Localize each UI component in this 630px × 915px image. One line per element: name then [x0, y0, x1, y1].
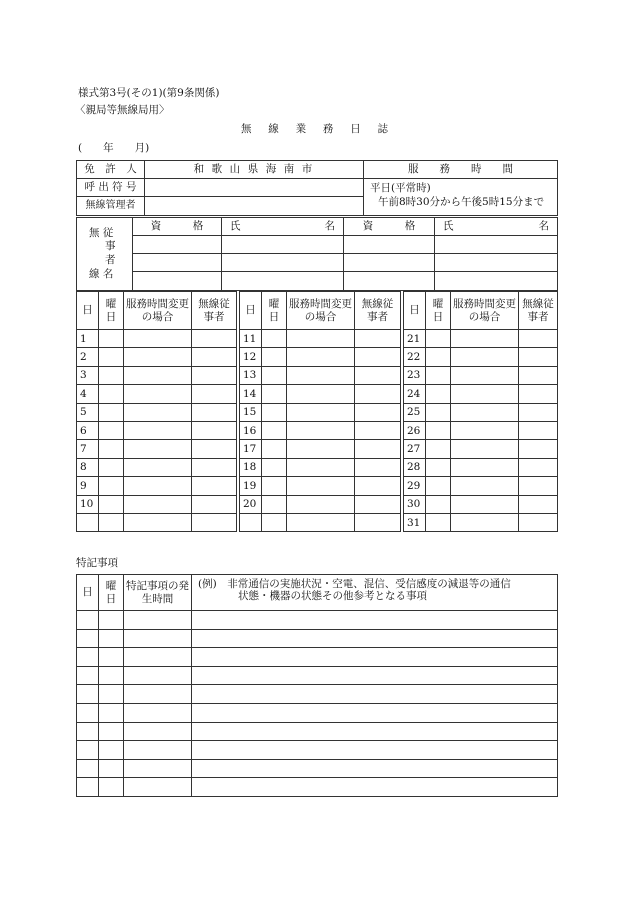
- weekday-cell[interactable]: [262, 513, 287, 531]
- daily-row: [77, 330, 558, 348]
- col-staff: 無線従事者: [192, 292, 237, 330]
- weekday-cell[interactable]: [426, 440, 451, 458]
- change-cell[interactable]: [451, 366, 519, 384]
- service-hours-value: 午前8時30分から午後5時15分まで: [378, 196, 545, 209]
- staff-cell[interactable]: [192, 495, 237, 513]
- notes-row: [77, 722, 558, 741]
- daily-row: [77, 421, 558, 439]
- day-number: 27: [404, 440, 426, 458]
- staff-cell[interactable]: [344, 236, 435, 254]
- day-number: 14: [240, 385, 262, 403]
- manager-label: 無線管理者: [77, 197, 145, 216]
- notes-col-desc: (例) 非常通信の実施状況・空電、混信、受信感度の減退等の通信 状態・機器の状態その他参考となる事項: [192, 575, 558, 611]
- notes-weekday-cell[interactable]: [99, 741, 124, 760]
- change-cell[interactable]: [451, 403, 519, 421]
- change-cell[interactable]: [124, 458, 192, 476]
- day-number: 5: [77, 403, 99, 421]
- notes-day-cell[interactable]: [77, 611, 99, 630]
- change-cell[interactable]: [451, 440, 519, 458]
- weekday-cell[interactable]: [99, 385, 124, 403]
- staff-cell[interactable]: [355, 348, 401, 366]
- staff-cell[interactable]: [344, 254, 435, 272]
- staff-cell[interactable]: [355, 421, 401, 439]
- form-usage: 〈親局等無線局用〉: [75, 104, 170, 116]
- day-number: 28: [404, 458, 426, 476]
- day-number: 12: [240, 348, 262, 366]
- day-number: 21: [404, 330, 426, 348]
- notes-row: [77, 685, 558, 704]
- weekday-cell[interactable]: [99, 477, 124, 495]
- staff-cell[interactable]: [355, 477, 401, 495]
- daily-row: [77, 495, 558, 513]
- info-table: [76, 160, 558, 216]
- licensee-label: 免 許 人: [77, 161, 145, 179]
- notes-time-cell[interactable]: [124, 741, 192, 760]
- notes-row: [77, 778, 558, 797]
- change-cell[interactable]: [287, 403, 355, 421]
- service-hours-label: 服 務 時 間: [364, 161, 558, 179]
- notes-time-cell[interactable]: [124, 778, 192, 797]
- notes-day-cell[interactable]: [77, 722, 99, 741]
- callsign-field[interactable]: [145, 179, 364, 197]
- change-cell[interactable]: [124, 403, 192, 421]
- notes-col-weekday: 曜日: [99, 575, 124, 611]
- col-staff: 無線従事者: [519, 292, 558, 330]
- change-cell[interactable]: [124, 440, 192, 458]
- licensee-value: 和 歌 山 県 海 南 市: [145, 161, 364, 179]
- notes-weekday-cell[interactable]: [99, 778, 124, 797]
- change-cell[interactable]: [451, 513, 519, 531]
- notes-desc-cell[interactable]: [192, 703, 558, 722]
- weekday-cell[interactable]: [426, 366, 451, 384]
- staff-cell[interactable]: [355, 495, 401, 513]
- change-cell[interactable]: [287, 348, 355, 366]
- notes-time-cell[interactable]: [124, 722, 192, 741]
- notes-desc-cell[interactable]: [192, 722, 558, 741]
- staff-cell[interactable]: [355, 513, 401, 531]
- daily-row: [77, 348, 558, 366]
- daily-row: [77, 440, 558, 458]
- notes-desc-cell[interactable]: [192, 685, 558, 704]
- staff-cell[interactable]: [355, 330, 401, 348]
- day-number: 15: [240, 403, 262, 421]
- day-number: 26: [404, 421, 426, 439]
- notes-day-cell[interactable]: [77, 685, 99, 704]
- day-number: 17: [240, 440, 262, 458]
- col-day: 日: [404, 292, 426, 330]
- notes-desc-cell[interactable]: [192, 759, 558, 778]
- notes-table: [76, 574, 558, 797]
- change-cell[interactable]: [287, 366, 355, 384]
- daily-row: [77, 513, 558, 531]
- staff-cell[interactable]: [355, 366, 401, 384]
- service-hours-cell: [364, 179, 558, 216]
- weekday-cell[interactable]: [99, 403, 124, 421]
- staff-cell[interactable]: [355, 440, 401, 458]
- staff-cell[interactable]: [192, 348, 237, 366]
- staff-cell[interactable]: [519, 403, 558, 421]
- weekday-cell[interactable]: [426, 477, 451, 495]
- staff-cell[interactable]: [519, 477, 558, 495]
- weekday-cell[interactable]: [426, 458, 451, 476]
- notes-time-cell[interactable]: [124, 629, 192, 648]
- notes-day-cell[interactable]: [77, 759, 99, 778]
- weekday-cell[interactable]: [426, 330, 451, 348]
- day-number: 6: [77, 421, 99, 439]
- weekday-cell[interactable]: [262, 330, 287, 348]
- notes-time-cell[interactable]: [124, 666, 192, 685]
- weekday-cell[interactable]: [426, 495, 451, 513]
- staff-cell[interactable]: [222, 254, 344, 272]
- manager-field[interactable]: [145, 197, 364, 216]
- change-cell[interactable]: [124, 513, 192, 531]
- notes-time-cell[interactable]: [124, 685, 192, 704]
- change-cell[interactable]: [124, 495, 192, 513]
- day-number: 29: [404, 477, 426, 495]
- daily-row: [77, 458, 558, 476]
- change-cell[interactable]: [124, 348, 192, 366]
- notes-day-cell[interactable]: [77, 778, 99, 797]
- notes-title: 特記事項: [76, 557, 118, 569]
- staff-cell[interactable]: [192, 440, 237, 458]
- weekday-cell[interactable]: [99, 513, 124, 531]
- change-cell[interactable]: [451, 330, 519, 348]
- change-cell[interactable]: [287, 421, 355, 439]
- notes-day-cell[interactable]: [77, 703, 99, 722]
- weekday-cell[interactable]: [262, 440, 287, 458]
- page-title: 無 線 業 務 日 誌: [241, 123, 392, 135]
- notes-desc-cell[interactable]: [192, 666, 558, 685]
- notes-time-cell[interactable]: [124, 703, 192, 722]
- day-number: 20: [240, 495, 262, 513]
- change-cell[interactable]: [287, 385, 355, 403]
- staff-label: 無 従 事 者 線 名: [77, 218, 133, 291]
- notes-row: [77, 703, 558, 722]
- weekday-cell[interactable]: [262, 421, 287, 439]
- weekday-cell[interactable]: [262, 403, 287, 421]
- daily-row: [77, 385, 558, 403]
- notes-day-cell[interactable]: [77, 648, 99, 667]
- notes-desc-cell[interactable]: [192, 629, 558, 648]
- staff-cell[interactable]: [133, 272, 222, 291]
- notes-time-cell[interactable]: [124, 648, 192, 667]
- notes-weekday-cell[interactable]: [99, 722, 124, 741]
- daily-log-table: [76, 291, 558, 532]
- staff-cell[interactable]: [519, 385, 558, 403]
- weekday-cell[interactable]: [99, 330, 124, 348]
- day-number: 9: [77, 477, 99, 495]
- col-change: 服務時間変更の場合: [287, 292, 355, 330]
- staff-cell[interactable]: [192, 477, 237, 495]
- staff-cell[interactable]: [222, 272, 344, 291]
- staff-cell[interactable]: [192, 513, 237, 531]
- staff-cell[interactable]: [519, 458, 558, 476]
- staff-cell[interactable]: [344, 272, 435, 291]
- notes-row: [77, 741, 558, 760]
- weekday-cell[interactable]: [262, 348, 287, 366]
- day-number: 24: [404, 385, 426, 403]
- change-cell[interactable]: [451, 348, 519, 366]
- staff-cell[interactable]: [435, 236, 558, 254]
- change-cell[interactable]: [287, 458, 355, 476]
- weekday-cell[interactable]: [426, 421, 451, 439]
- weekday-cell[interactable]: [99, 495, 124, 513]
- col-weekday: 曜日: [426, 292, 451, 330]
- notes-weekday-cell[interactable]: [99, 666, 124, 685]
- change-cell[interactable]: [287, 495, 355, 513]
- col-day: 日: [77, 292, 99, 330]
- notes-day-cell[interactable]: [77, 741, 99, 760]
- staff-cell[interactable]: [519, 348, 558, 366]
- staff-cell[interactable]: [519, 421, 558, 439]
- notes-row: [77, 648, 558, 667]
- service-hours-type: 平日(平常時): [370, 182, 431, 194]
- day-number: 19: [240, 477, 262, 495]
- col-change: 服務時間変更の場合: [451, 292, 519, 330]
- staff-cell[interactable]: [519, 513, 558, 531]
- weekday-cell[interactable]: [262, 458, 287, 476]
- notes-weekday-cell[interactable]: [99, 685, 124, 704]
- staff-cell[interactable]: [192, 421, 237, 439]
- weekday-cell[interactable]: [99, 458, 124, 476]
- notes-weekday-cell[interactable]: [99, 648, 124, 667]
- qualification-header-1: 資 格: [133, 218, 222, 236]
- day-number: 3: [77, 366, 99, 384]
- change-cell[interactable]: [287, 330, 355, 348]
- staff-cell[interactable]: [435, 254, 558, 272]
- staff-cell[interactable]: [519, 330, 558, 348]
- weekday-cell[interactable]: [262, 366, 287, 384]
- day-number: 8: [77, 458, 99, 476]
- day-number: 22: [404, 348, 426, 366]
- day-number: 23: [404, 366, 426, 384]
- staff-cell[interactable]: [192, 330, 237, 348]
- weekday-cell[interactable]: [262, 495, 287, 513]
- change-cell[interactable]: [124, 330, 192, 348]
- notes-time-cell[interactable]: [124, 611, 192, 630]
- day-number: 30: [404, 495, 426, 513]
- col-weekday: 曜日: [99, 292, 124, 330]
- staff-cell[interactable]: [192, 366, 237, 384]
- notes-row: [77, 666, 558, 685]
- weekday-cell[interactable]: [99, 348, 124, 366]
- day-number: 11: [240, 330, 262, 348]
- notes-time-cell[interactable]: [124, 759, 192, 778]
- notes-row: [77, 629, 558, 648]
- notes-weekday-cell[interactable]: [99, 759, 124, 778]
- staff-cell[interactable]: [435, 272, 558, 291]
- change-cell[interactable]: [451, 421, 519, 439]
- staff-cell[interactable]: [355, 458, 401, 476]
- notes-desc-cell[interactable]: [192, 648, 558, 667]
- notes-desc-cell[interactable]: [192, 741, 558, 760]
- weekday-cell[interactable]: [99, 366, 124, 384]
- staff-cell[interactable]: [133, 236, 222, 254]
- col-staff: 無線従事者: [355, 292, 401, 330]
- notes-day-cell[interactable]: [77, 666, 99, 685]
- day-number: 16: [240, 421, 262, 439]
- change-cell[interactable]: [287, 513, 355, 531]
- staff-cell[interactable]: [519, 440, 558, 458]
- callsign-label: 呼 出 符 号: [77, 179, 145, 197]
- notes-row: [77, 759, 558, 778]
- staff-cell[interactable]: [519, 495, 558, 513]
- staff-cell[interactable]: [355, 403, 401, 421]
- staff-cell[interactable]: [192, 403, 237, 421]
- qualification-header-2: 資 格: [344, 218, 435, 236]
- notes-desc-cell[interactable]: [192, 778, 558, 797]
- weekday-cell[interactable]: [426, 348, 451, 366]
- change-cell[interactable]: [124, 385, 192, 403]
- day-number: 4: [77, 385, 99, 403]
- notes-weekday-cell[interactable]: [99, 703, 124, 722]
- staff-cell[interactable]: [222, 236, 344, 254]
- staff-cell[interactable]: [192, 385, 237, 403]
- staff-table: [76, 217, 558, 291]
- name-header-2: 氏 名: [435, 218, 558, 236]
- year-month: ( 年 月): [78, 142, 150, 154]
- change-cell[interactable]: [451, 495, 519, 513]
- staff-cell[interactable]: [192, 458, 237, 476]
- staff-cell[interactable]: [355, 385, 401, 403]
- col-weekday: 曜日: [262, 292, 287, 330]
- notes-row: [77, 611, 558, 630]
- col-change: 服務時間変更の場合: [124, 292, 192, 330]
- form-number: 様式第3号(その1)(第9条関係): [78, 87, 220, 99]
- day-number: 2: [77, 348, 99, 366]
- staff-cell[interactable]: [519, 366, 558, 384]
- change-cell[interactable]: [451, 385, 519, 403]
- weekday-cell[interactable]: [99, 440, 124, 458]
- notes-col-time: 特記事項の発生時間: [124, 575, 192, 611]
- weekday-cell[interactable]: [99, 421, 124, 439]
- change-cell[interactable]: [124, 366, 192, 384]
- daily-row: [77, 366, 558, 384]
- weekday-cell[interactable]: [262, 477, 287, 495]
- weekday-cell[interactable]: [426, 385, 451, 403]
- notes-weekday-cell[interactable]: [99, 611, 124, 630]
- name-header-1: 氏 名: [222, 218, 344, 236]
- notes-col-day: 日: [77, 575, 99, 611]
- notes-day-cell[interactable]: [77, 629, 99, 648]
- change-cell[interactable]: [124, 477, 192, 495]
- day-number: [77, 513, 99, 531]
- day-number: 1: [77, 330, 99, 348]
- staff-cell[interactable]: [133, 254, 222, 272]
- day-number: 31: [404, 513, 426, 531]
- day-number: 7: [77, 440, 99, 458]
- day-number: 18: [240, 458, 262, 476]
- weekday-cell[interactable]: [426, 403, 451, 421]
- day-number: [240, 513, 262, 531]
- day-number: 13: [240, 366, 262, 384]
- daily-row: [77, 403, 558, 421]
- notes-desc-cell[interactable]: [192, 611, 558, 630]
- daily-row: [77, 477, 558, 495]
- change-cell[interactable]: [451, 458, 519, 476]
- day-number: 10: [77, 495, 99, 513]
- change-cell[interactable]: [287, 477, 355, 495]
- change-cell[interactable]: [287, 440, 355, 458]
- change-cell[interactable]: [451, 477, 519, 495]
- day-number: 25: [404, 403, 426, 421]
- col-day: 日: [240, 292, 262, 330]
- change-cell[interactable]: [124, 421, 192, 439]
- weekday-cell[interactable]: [262, 385, 287, 403]
- notes-weekday-cell[interactable]: [99, 629, 124, 648]
- weekday-cell[interactable]: [426, 513, 451, 531]
